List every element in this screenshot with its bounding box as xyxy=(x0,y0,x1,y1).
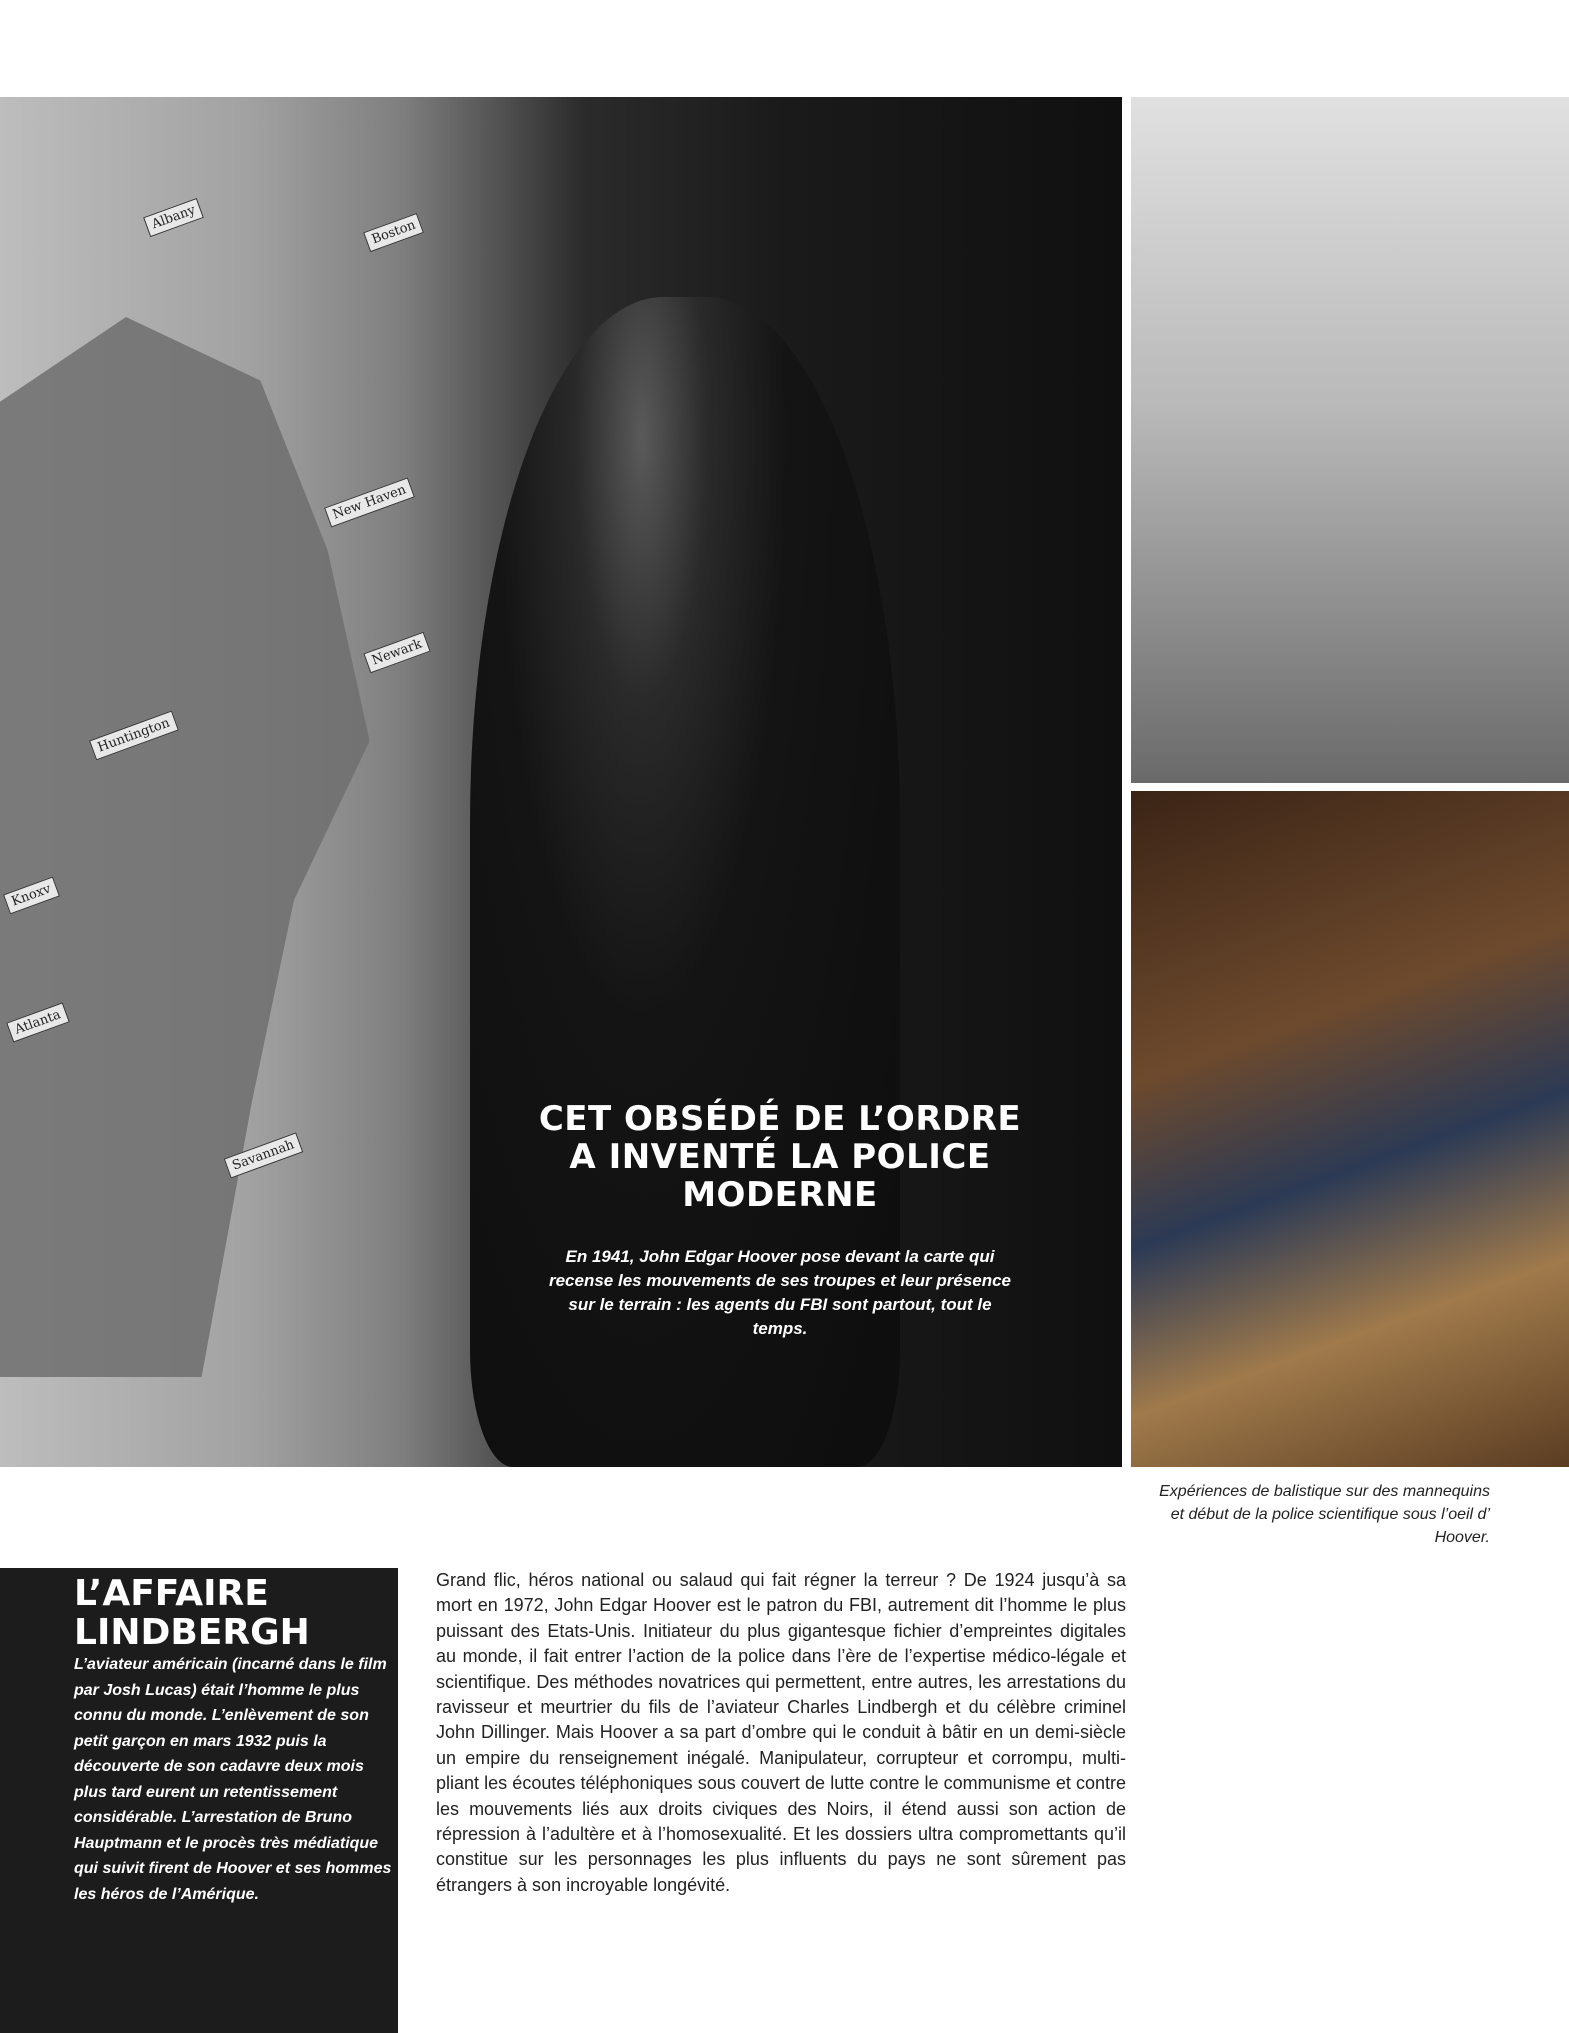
map-label-atlanta: Atlanta xyxy=(6,1002,69,1042)
map-label-boston: Boston xyxy=(363,213,424,252)
article-body: Grand flic, héros national ou salaud qui fait régner la terreur ? De 1924 jusqu’à sa mort en 1972, John Edgar Hoover est le patron du FBI, autrement dit l’homme le plus puissant des Etats-Unis. Initiateur du plus gigantesque fichier d’empreintes digitales au monde, il fait entrer l’action de la police dans l’ère de l’expertise médico-légale et scientifique. Des méthodes novatrices qui permettent, entre autres, les arrestations du ravisseur et meurtrier du fils de l’aviateur Charles Lindbergh et du célèbre criminel John Dillinger. Mais Hoover a sa part d’ombre qui le conduit à bâtir en un demi-siècle un empire du renseignement inégalé. Manipulateur, corrupteur et corrompu, multi-pliant les écoutes téléphoniques sous couvert de lutte contre le communisme et contre les mouvements liés aux droits civiques des Noirs, il étend aussi son action de répression à l’adultère et à l’homosexualité. Et les dossiers ultra compromettants qu’il constitue sur les personnages les plus influents du pays ne sont sûrement pas étrangers à son incroyable longévité. xyxy=(436,1570,1126,1895)
side-photo-caption: Expériences de balistique sur des mannequins et début de la police scientifique sous l’oeil d’ Hoover. xyxy=(1159,1483,1490,1546)
map-illustration xyxy=(0,317,420,1377)
map-label-albany: Albany xyxy=(143,198,204,237)
map-label-knoxv: Knoxv xyxy=(3,877,60,915)
crime-scene-photo xyxy=(1131,97,1569,783)
photo-headline: CET OBSÉDÉ DE L’ORDRE A INVENTÉ LA POLICE MODERNE xyxy=(538,1099,1022,1215)
map-label-savannah: Savannah xyxy=(224,1133,303,1179)
map-label-huntington: Huntington xyxy=(89,711,178,761)
sidebar-text: L’aviateur américain (incarné dans le film par Josh Lucas) était l’homme le plus connu du monde. L’enlèvement de son petit garçon en mars 1932 puis la découverte de son cadavre deux mois plus tard eurent un retentissement considérable. L’arrestation de Bruno Hauptmann et le procès très médiatique qui suivit firent de Hoover et ses hommes les héros de l’Amérique. xyxy=(74,1656,392,1903)
map-label-new-haven: New Haven xyxy=(324,477,415,527)
film-still-photo xyxy=(1131,791,1569,1467)
sidebar-title: L’AFFAIRE LINDBERGH xyxy=(74,1573,310,1653)
photo-caption: En 1941, John Edgar Hoover pose devant la carte qui recense les mouvements de ses troupes et leur présence sur le terrain : les agents du FBI sont partout, tout le temps. xyxy=(548,1247,1012,1338)
map-label-newark: Newark xyxy=(363,632,430,674)
